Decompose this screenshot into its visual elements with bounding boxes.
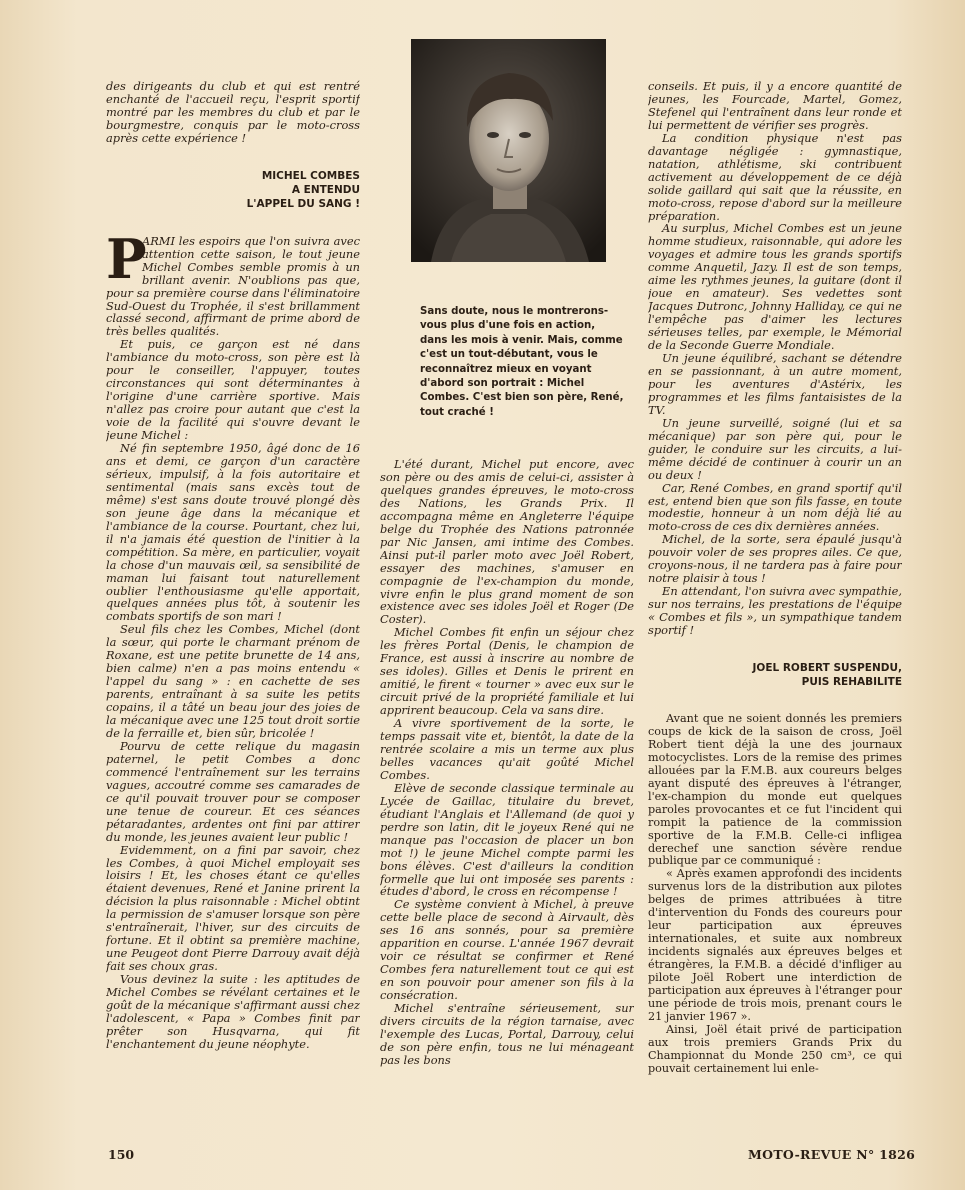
paragraph: En attendant, l'on suivra avec sympathie, sur nos terrains, les prestations de l'équipe « Combes et fils », un sympathique tandem sportif ! — [648, 584, 902, 638]
paragraph: Michel s'entraîne sérieusement, sur divers circuits de la région tarnaise, avec l'exemple des Lucas, Portal, Darrouy, celui de son père enfin, tous ne lui ménageant pas les bons — [380, 1001, 634, 1067]
heading-line: MICHEL COMBES — [261, 169, 360, 182]
paragraph: Un jeune équilibré, sachant se détendre en se passionnant, à un autre moment, pour les aventures d'Astérix, les programmes et les films fantaisistes de la TV. — [648, 351, 902, 417]
paragraph: L'été durant, Michel put encore, avec son père ou des amis de celui-ci, assister à quelques grandes épreuves, le moto-cross des Nations, les Grands Prix. Il accompagna même en Angleterre l'équipe belge du Trophée des Nations patronnée par Nic Jansen, ami intime des Combes. Ainsi put-il parler moto avec Joël Robert, essayer des machines, s'amuser en compagnie de l'ex-champion du monde, vivre enfin le plus grand moment de son existence avec ses idoles Joël et Roger (De Coster). — [380, 458, 634, 627]
page-number: 150 — [108, 1147, 135, 1162]
paragraph: Car, René Combes, en grand sportif qu'il est, entend bien que son fils fasse, en toute modestie, honneur à un nom déjà lié au moto-cross de ces dix dernières années. — [648, 480, 902, 534]
right-column — [648, 80, 902, 1110]
intro-paragraph: des dirigeants du club et qui est rentré enchanté de l'accueil reçu, l'esprit sportif montré par les membres du club et par le bourgmestre, conquis par le moto-cross après cette expérience ! — [106, 80, 360, 145]
paragraph: Né fin septembre 1950, âgé donc de 16 ans et demi, ce garçon d'un caractère sérieux, impulsif, à la fois autoritaire et sentimental (mais sans excès tout de même) s'est sans doute trouvé plongé dès son jeune âge dans la mécanique et l'ambiance de la course. Pourtant, chez lui, il n'a jamais été question de l'initier à la compétition. Sa mère, en particulier, voyait la chose d'un mauvais œil, sa sensibilité de maman lui faisant tout naturellement oublier l'enthousiasme qu'elle apportait, quelques années plus tôt, à soutenir les combats sportifs de son mari ! — [106, 441, 360, 624]
paragraph: Ainsi, Joël était privé de participation aux trois premiers Grands Prix du Championnat du Monde 250 cm³, ce qui pouvait certainement lui enle- — [648, 1022, 902, 1075]
heading-line: JOEL ROBERT SUSPENDU, — [752, 661, 902, 674]
paragraph: A vivre sportivement de la sorte, le temps passait vite et, bientôt, la date de la rentrée scolaire a mis un terme aux plus belles vacances qu'ait goûté Michel Combes. — [380, 716, 634, 782]
section-heading-michel-combes — [106, 169, 360, 211]
paragraph: Pourvu de cette relique du magasin paternel, le petit Combes a donc commencé l'entraînement sur les terrains vagues, accoutré comme ses camarades de ce qu'il pouvait trouver pour se composer une tenue de coureur. Et ces séances pétaradantes, ardentes ont fini par attirer du monde, les jeunes avaient leur public ! — [106, 738, 360, 844]
lead-text: ARMI les espoirs que l'on suivra avec attention cette saison, le tout jeune Michel Combes semble promis à un brillant avenir. N'oublions pas que, pour sa première course dans l'éliminatoire Sud-Ouest du Trophée, il s'est brillamment classé second, affirmant de prime abord de très belles qualités. — [106, 233, 360, 339]
photo-caption: Sans doute, nous le montrerons-vous plus d'une fois en action, dans les mois à venir. Mais, comme c'est un tout-débutant, vous le reconnaîtrez mieux en voyant d'abord son portrait : Michel Combes. C'est bien son père, René, tout craché ! — [420, 306, 624, 418]
paragraph: conseils. Et puis, il y a encore quantité de jeunes, les Fourcade, Martel, Gomez, Stefenel qui l'entraînent dans leur ronde et lui permettent de vérifier ses progrès. — [648, 80, 902, 132]
left-column — [106, 80, 360, 1090]
paragraph: « Après examen approfondi des incidents survenus lors de la distribution aux pilotes belges de primes attribuées à titre d'intervention du Fonds des coureurs pour leur participation aux épreuves internationales, et suite aux nombreux incidents signalés aux épreuves belges et étrangères, la F.M.B. a décidé d'infliger au pilote Joël Robert une interdiction de participation aux épreuves à l'étranger pour une période de trois mois, prenant cours le 21 janvier 1967 ». — [648, 867, 902, 1023]
drop-cap: P — [106, 226, 147, 291]
paragraph: Vous devinez la suite : les aptitudes de Michel Combes se révélant certaines et le goût de la mécanique s'affirmant aussi chez l'adolescent, « Papa » Combes finit par prêter son Husqvarna, qui fit l'enchantement du jeune néophyte. — [106, 972, 360, 1051]
magazine-issue: MOTO-REVUE N° 1826 — [748, 1147, 916, 1162]
section-heading-joel-robert — [648, 661, 902, 689]
heading-line: PUIS REHABILITE — [801, 675, 902, 688]
portrait-image — [411, 39, 606, 262]
middle-column — [380, 458, 634, 1098]
paragraph: Michel Combes fit enfin un séjour chez les frères Portal (Denis, le champion de France, est aussi à inscrire au nombre de ses idoles). Gilles et Denis le prirent en amitié, le firent « tourner » avec eux sur le circuit privé de la propriété familiale et lui apprirent beaucoup. Cela va sans dire. — [380, 625, 634, 718]
paragraph: Avant que ne soient donnés les premiers coups de kick de la saison de cross, Joël Robert tient déjà la une des journaux motocyclistes. Lors de la remise des primes allouées par la F.M.B. aux coureurs belges ayant disputé des épreuves à l'étranger, l'ex-champion du monde eut quelques paroles provocantes et ce fut l'incident qui rompit la patience de la commission sportive de la F.M.B. Celle-ci infligea derechef une sanction sévère rendue publique par ce communiqué : — [648, 711, 902, 868]
paragraph: La condition physique n'est pas davantage négligée : gymnastique, natation, athlétisme, ski contribuent activement au développement de ce déjà solide gaillard qui sait que la réussite, en moto-cross, repose d'abord sur la meilleure préparation. — [648, 130, 902, 223]
heading-line: A ENTENDU — [291, 183, 360, 196]
paragraph: Elève de seconde classique terminale au Lycée de Gaillac, titulaire du brevet, étudiant l'Anglais et l'Allemand (de quoi y perdre son latin, dit le joyeux René qui ne manque pas l'occasion de placer un bon mot !) le jeune Michel compte parmi les bons élèves. C'est d'ailleurs la condition formelle que lui ont imposée ses parents : études d'abord, le cross en récompense ! — [380, 780, 634, 899]
heading-line: L'APPEL DU SANG ! — [246, 197, 360, 210]
paragraph: Evidemment, on a fini par savoir, chez les Combes, à quoi Michel employait ses loisirs ! Et, les choses étant ce qu'elles étaient devenues, René et Janine prirent la décision la plus raisonnable : Michel obtint la permission de s'amuser lorsque son père s'entraînerait, l'hiver, sur des circuits de fortune. Et il obtint sa première machine, une Peugeot dont Pierre Darrouy avait déjà fait ses choux gras. — [106, 842, 360, 974]
paragraph: Seul fils chez les Combes, Michel (dont la sœur, qui porte le charmant prénom de Roxane, est une petite brunette de 14 ans, bien calme) n'en a pas moins entendu « l'appel du sang » : en cachette de ses parents, entraînant à sa suite les petits copains, il a tâté un beau jour des joies de la mécanique avec une 125 tout droit sortie de la ferraille et, bien sûr, bricolée ! — [106, 622, 360, 740]
paragraph: Au surplus, Michel Combes est un jeune homme studieux, raisonnable, qui adore les voyages et admire tous les grands sportifs comme Anquetil, Jazy. Il est de son temps, aime les rythmes jeunes, la guitare (dont il joue en amateur). Ses vedettes sont Jacques Dutronc, Johnny Halliday, ce qui ne l'empêche pas d'aimer les lectures sérieuses telles, par exemple, le Mémorial de la Seconde Guerre Mondiale. — [648, 221, 902, 353]
portrait-photo — [411, 39, 606, 262]
lead-paragraph — [106, 226, 360, 339]
paragraph: Michel, de la sorte, sera épaulé jusqu'à pouvoir voler de ses propres ailes. Ce que, croyons-nous, il ne tardera pas à faire pour notre plaisir à tous ! — [648, 532, 902, 586]
paragraph: Et puis, ce garçon est né dans l'ambiance du moto-cross, son père est là pour le conseiller, l'appuyer, toutes circonstances qui sont déterminantes à l'origine d'une carrière sportive. Mais n'allez pas croire pour autant que c'est la voie de la facilité qui s'ouvre devant le jeune Michel : — [106, 337, 360, 443]
paragraph: Ce système convient à Michel, à preuve cette belle place de second à Airvault, dès ses 16 ans sonnés, pour sa première apparition en course. L'année 1967 devrait voir ce résultat se confirmer et René Combes fera naturellement tout ce qui est en son pouvoir pour amener son fils à la consécration. — [380, 897, 634, 1003]
paragraph: Un jeune surveillé, soigné (lui et sa mécanique) par son père qui, pour le guider, le conduire sur les circuits, a lui-même décidé de continuer à courir un an ou deux ! — [648, 415, 902, 482]
